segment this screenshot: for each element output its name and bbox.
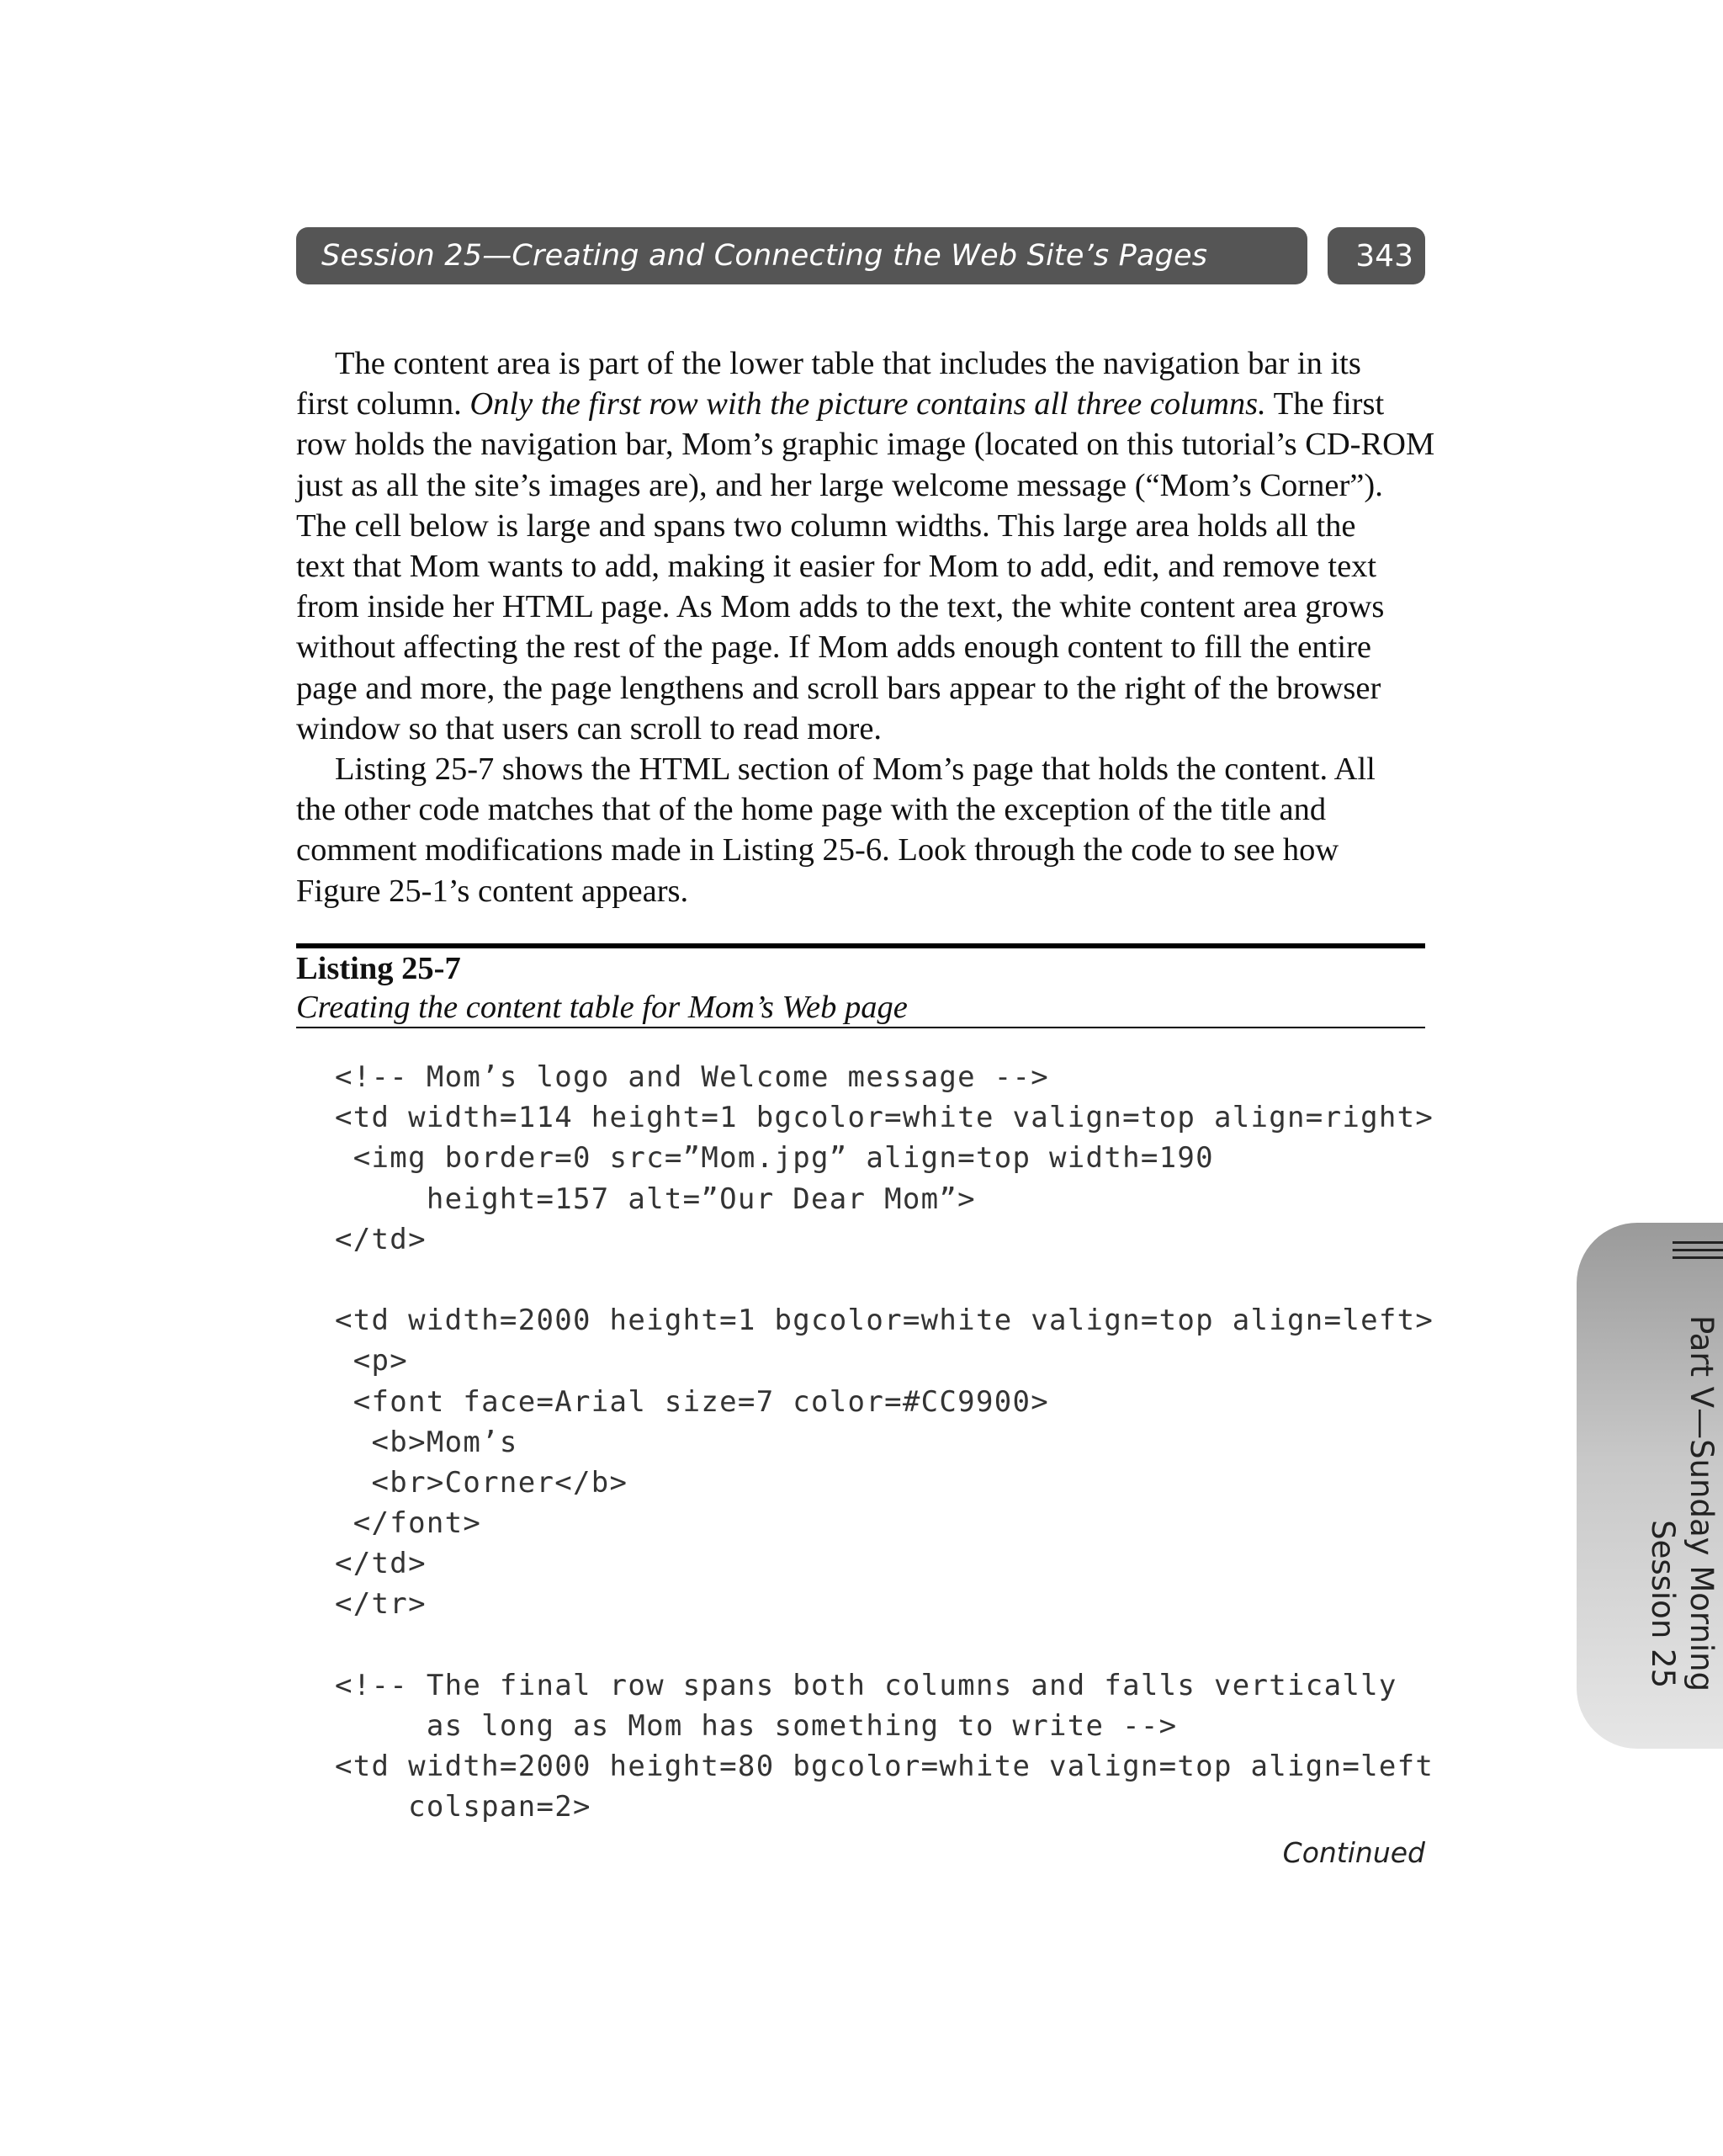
code-line: </font> bbox=[335, 1506, 482, 1541]
paragraph-1-line: just as all the site’s images are), and her large welcome message (“Mom’s Corner”). bbox=[296, 467, 1383, 503]
page-number-box bbox=[1328, 227, 1425, 284]
code-line: </td> bbox=[335, 1547, 427, 1581]
paragraph-1-line: page and more, the page lengthens and scroll bars appear to the right of the browser bbox=[296, 670, 1381, 706]
code-line: colspan=2> bbox=[335, 1790, 591, 1824]
paragraph-1-line: text that Mom wants to add, making it easier for Mom to add, edit, and remove text bbox=[296, 549, 1377, 585]
listing-top-rule bbox=[296, 943, 1425, 948]
paragraph-1-line-1: The content area is part of the lower table that includes the navigation bar in its bbox=[335, 346, 1361, 381]
code-line bbox=[335, 1260, 1434, 1300]
code-line bbox=[335, 1625, 1434, 1665]
paragraph-2 bbox=[296, 749, 1425, 911]
paragraph-1-line-2 bbox=[296, 384, 1425, 424]
page-number: 343 bbox=[1355, 238, 1413, 273]
paragraph-1-line-2-end: The first bbox=[1265, 386, 1385, 422]
code-line: <!-- Mom’s logo and Welcome message --> bbox=[335, 1060, 1050, 1094]
code-line: <br>Corner</b> bbox=[335, 1465, 628, 1500]
paragraph-2-line: Figure 25-1’s content appears. bbox=[296, 873, 689, 909]
running-header bbox=[296, 227, 1307, 284]
tab-rule bbox=[1673, 1241, 1723, 1244]
part-tab-session: Session 25 bbox=[1645, 1520, 1681, 1689]
tab-rule bbox=[1673, 1256, 1723, 1259]
part-tab-text bbox=[1644, 1315, 1721, 1691]
paragraph-1-line: row holds the navigation bar, Mom’s graphic image (located on this tutorial’s CD-ROM bbox=[296, 427, 1435, 463]
listing-caption: Creating the content table for Mom’s Web page bbox=[296, 990, 908, 1025]
paragraph-2-line: comment modifications made in Listing 25-6. Look through the code to see how bbox=[296, 832, 1339, 868]
code-line: as long as Mom has something to write --> bbox=[335, 1709, 1178, 1743]
paragraph-1-line: The cell below is large and spans two column widths. This large area holds all the bbox=[296, 507, 1356, 544]
code-line: <td width=114 height=1 bgcolor=white valign=top align=right> bbox=[335, 1101, 1434, 1135]
paragraph-1-line: window so that users can scroll to read more. bbox=[296, 710, 883, 746]
paragraph-1 bbox=[296, 343, 1435, 749]
code-line: <b>Mom’s bbox=[335, 1425, 518, 1459]
listing-label: Listing 25-7 bbox=[296, 951, 461, 986]
paragraph-1-line: from inside her HTML page. As Mom adds to the text, the white content area grows bbox=[296, 589, 1385, 625]
code-line: <!-- The final row spans both columns and falls vertically bbox=[335, 1668, 1397, 1702]
paragraph-1-line: without affecting the rest of the page. If Mom adds enough content to fill the entire bbox=[296, 629, 1371, 666]
part-tab-title: Part V—Sunday Morning bbox=[1683, 1315, 1720, 1692]
running-header-title: Session 25—Creating and Connecting the Web Site’s Pages bbox=[321, 239, 1208, 273]
code-line: height=157 alt=”Our Dear Mom”> bbox=[335, 1182, 976, 1216]
code-line: </td> bbox=[335, 1222, 427, 1256]
listing-bottom-rule bbox=[296, 1027, 1425, 1028]
paragraph-1-line-2-start: first column. bbox=[296, 386, 470, 422]
paragraph-2-line-1: Listing 25-7 shows the HTML section of Mom’s page that holds the content. All bbox=[335, 751, 1376, 788]
code-line: <p> bbox=[335, 1344, 409, 1378]
code-line: </tr> bbox=[335, 1587, 427, 1622]
code-line: <font face=Arial size=7 color=#CC9900> bbox=[335, 1384, 1050, 1419]
tab-rule bbox=[1673, 1249, 1723, 1251]
body-text bbox=[296, 343, 1435, 911]
part-thumb-tab bbox=[1577, 1223, 1723, 1749]
code-line: <td width=2000 height=1 bgcolor=white valign=top align=left> bbox=[335, 1304, 1434, 1338]
code-listing bbox=[335, 1057, 1434, 1828]
code-line: <img border=0 src=”Mom.jpg” align=top width=190 bbox=[335, 1141, 1214, 1176]
tab-decoration-lines bbox=[1673, 1241, 1723, 1264]
continued-label: Continued bbox=[1282, 1836, 1425, 1869]
italic-emphasis: Only the first row with the picture contains all three columns. bbox=[469, 386, 1266, 422]
paragraph-2-line: the other code matches that of the home page with the exception of the title and bbox=[296, 792, 1327, 828]
code-line: <td width=2000 height=80 bgcolor=white valign=top align=left bbox=[335, 1750, 1434, 1784]
